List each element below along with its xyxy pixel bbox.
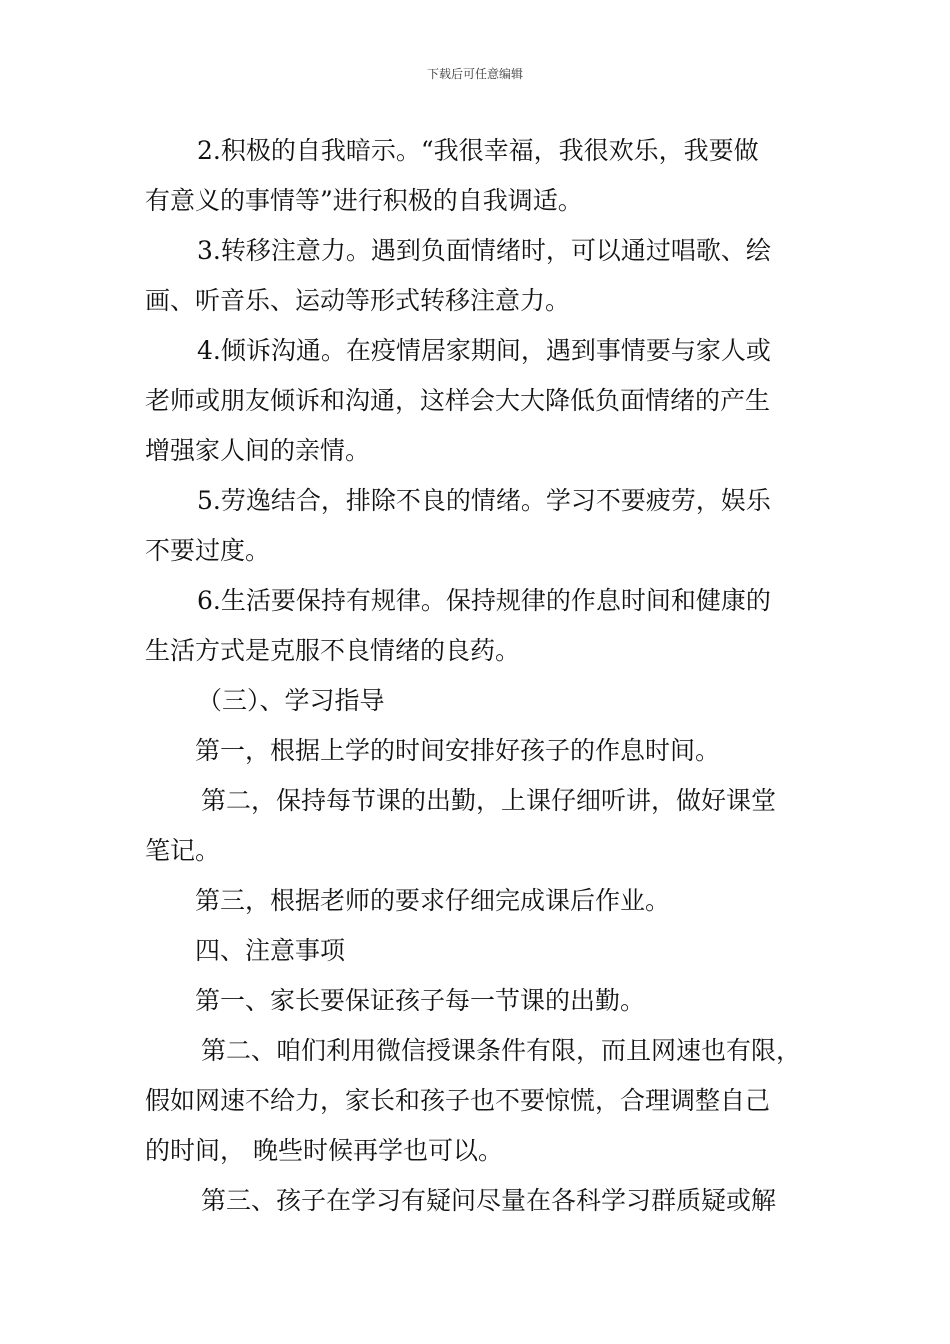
paragraph-line: 第二、咱们利用微信授课条件有限，而且网速也有限， — [201, 1036, 802, 1065]
paragraph-line: 4.倾诉沟通。在疫情居家期间，遇到事情要与家人或 — [197, 336, 771, 365]
section-heading: 四、注意事项 — [195, 936, 346, 965]
page-header: 下载后可任意编辑 — [426, 67, 523, 81]
paragraph-line: 生活方式是克服不良情绪的良药。 — [145, 636, 521, 665]
paragraph-line: 3.转移注意力。遇到负面情绪时，可以通过唱歌、绘 — [197, 236, 771, 265]
paragraph-line: 第三、孩子在学习有疑问尽量在各科学习群质疑或解 — [201, 1186, 777, 1215]
section-heading: （三）、学习指导 — [197, 686, 385, 715]
paragraph-line: 的时间， 晚些时候再学也可以。 — [145, 1136, 503, 1165]
paragraph-line: 增强家人间的亲情。 — [145, 436, 371, 465]
paragraph-line: 2.积极的自我暗示。“我很幸福，我很欢乐，我要做 — [197, 136, 759, 165]
paragraph-line: 5.劳逸结合，排除不良的情绪。学习不要疲劳，娱乐 — [197, 486, 771, 515]
paragraph-line: 第三，根据老师的要求仔细完成课后作业。 — [195, 886, 671, 915]
paragraph-line: 第二，保持每节课的出勤，上课仔细听讲，做好课堂 — [201, 786, 777, 815]
paragraph-line: 笔记。 — [145, 836, 221, 865]
paragraph-line: 老师或朋友倾诉和沟通，这样会大大降低负面情绪的产生 — [145, 386, 771, 415]
document-body — [145, 126, 815, 1226]
paragraph-line: 6.生活要保持有规律。保持规律的作息时间和健康的 — [197, 586, 771, 615]
paragraph-line: 第一、家长要保证孩子每一节课的出勤。 — [195, 986, 646, 1015]
paragraph-line: 假如网速不给力，家长和孩子也不要惊慌，合理调整自己 — [145, 1086, 771, 1115]
paragraph-line: 画、听音乐、运动等形式转移注意力。 — [145, 286, 571, 315]
paragraph-line: 第一，根据上学的时间安排好孩子的作息时间。 — [195, 736, 721, 765]
paragraph-line: 有意义的事情等”进行积极的自我调适。 — [145, 186, 583, 215]
paragraph-line: 不要过度。 — [145, 536, 271, 565]
